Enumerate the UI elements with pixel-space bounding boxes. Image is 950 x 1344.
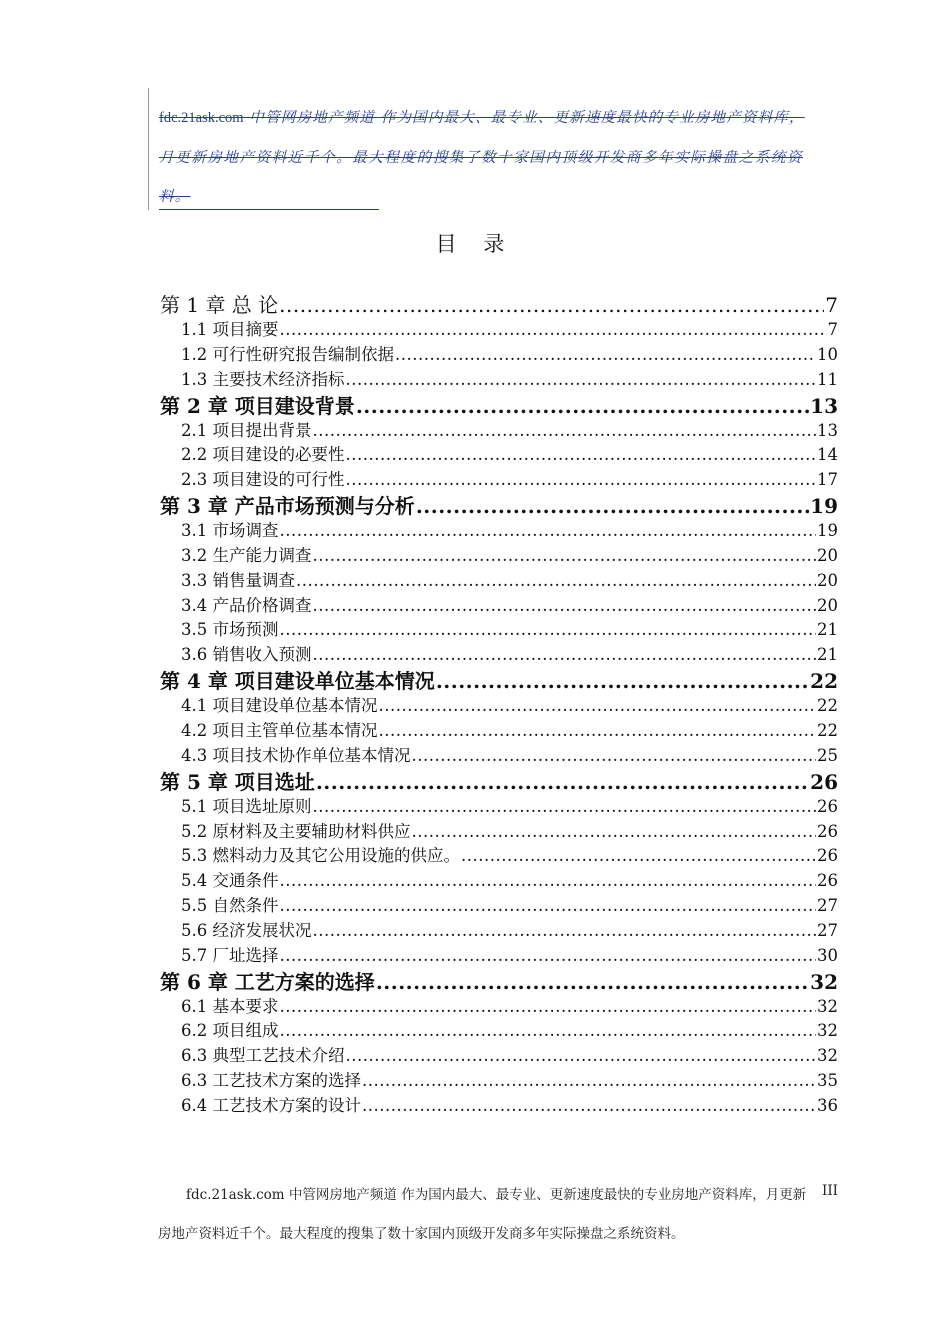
toc-section-label: 5.5 自然条件	[181, 896, 279, 916]
toc-dot-leader	[313, 419, 817, 444]
toc-section-label: 1.2 可行性研究报告编制依据	[181, 344, 394, 364]
toc-section-page: 11	[817, 369, 838, 389]
toc-dot-leader	[436, 668, 809, 694]
toc-chapter-label: 第 1 章 总 论	[160, 293, 279, 317]
toc-section-entry[interactable]	[160, 719, 838, 744]
toc-section-label: 5.3 燃料动力及其它公用设施的供应。	[181, 846, 460, 866]
toc-dot-leader	[379, 694, 817, 719]
toc-section-entry[interactable]	[160, 1044, 838, 1069]
toc-section-page: 30	[817, 945, 838, 965]
toc-section-entry[interactable]	[160, 419, 838, 444]
toc-dot-leader	[346, 443, 817, 468]
toc-section-label: 3.5 市场预测	[181, 620, 279, 640]
toc-chapter-entry[interactable]	[160, 969, 838, 995]
toc-dot-leader	[346, 368, 817, 393]
toc-dot-leader	[416, 493, 809, 519]
toc-section-entry[interactable]	[160, 694, 838, 719]
toc-chapter-page: 19	[810, 494, 838, 519]
toc-section-entry[interactable]	[160, 569, 838, 594]
footer-line-1-text: fdc.21ask.com 中管网房地产频道 作为国内最大、最专业、更新速度最快的专业房地产资料库，月更新	[186, 1187, 807, 1203]
toc-chapter-entry[interactable]	[160, 769, 838, 795]
toc-section-entry[interactable]	[160, 1069, 838, 1094]
toc-dot-leader	[362, 1094, 816, 1119]
toc-section-page: 7	[827, 320, 838, 339]
toc-section-page: 32	[817, 1046, 838, 1066]
toc-section-label: 2.3 项目建设的可行性	[181, 470, 345, 490]
toc-section-entry[interactable]	[160, 544, 838, 569]
toc-dot-leader	[280, 995, 817, 1020]
toc-section-page: 26	[817, 796, 838, 816]
toc-section-page: 32	[817, 996, 838, 1016]
toc-section-label: 2.1 项目提出背景	[181, 420, 312, 440]
toc-dot-leader	[461, 844, 816, 869]
toc-section-page: 35	[817, 1071, 838, 1091]
toc-section-page: 20	[817, 570, 838, 590]
toc-section-entry[interactable]	[160, 343, 838, 368]
toc-dot-leader	[356, 393, 809, 419]
toc-chapter-page: 26	[810, 769, 838, 794]
toc-section-entry[interactable]	[160, 894, 838, 919]
toc-section-page: 26	[817, 871, 838, 891]
footer-line-1	[186, 1183, 846, 1203]
header-line-3: 料。	[159, 187, 379, 210]
toc-title: 目 录	[435, 232, 515, 256]
toc-dot-leader	[280, 318, 827, 343]
toc-section-label: 6.2 项目组成	[181, 1021, 279, 1041]
toc-dot-leader	[279, 290, 824, 320]
toc-section-entry[interactable]	[160, 919, 838, 944]
toc-chapter-label: 第 6 章 工艺方案的选择	[160, 969, 375, 994]
toc-section-entry[interactable]	[160, 744, 838, 769]
toc-section-entry[interactable]	[160, 368, 838, 393]
toc-chapter-page: 22	[810, 669, 838, 694]
toc-section-page: 26	[817, 821, 838, 841]
toc-section-page: 19	[817, 521, 838, 541]
toc-section-page: 17	[817, 470, 838, 490]
toc-section-label: 4.3 项目技术协作单位基本情况	[181, 745, 411, 765]
toc-section-label: 3.2 生产能力调查	[181, 545, 312, 565]
toc-section-label: 3.3 销售量调查	[181, 570, 295, 590]
toc-dot-leader	[376, 969, 809, 995]
toc-dot-leader	[280, 1019, 817, 1044]
toc-dot-leader	[313, 795, 817, 820]
toc-section-label: 1.3 主要技术经济指标	[181, 369, 345, 389]
toc-dot-leader	[316, 769, 809, 795]
toc-chapter-entry[interactable]	[160, 290, 838, 320]
toc-dot-leader	[313, 919, 817, 944]
toc-section-entry[interactable]	[160, 594, 838, 619]
table-of-contents	[160, 290, 838, 1119]
toc-chapter-entry[interactable]	[160, 668, 838, 694]
toc-chapter-page: 7	[825, 293, 838, 317]
toc-section-entry[interactable]	[160, 318, 838, 343]
toc-section-page: 25	[817, 745, 838, 765]
toc-chapter-entry[interactable]	[160, 493, 838, 519]
toc-section-entry[interactable]	[160, 1094, 838, 1119]
toc-section-label: 6.3 工艺技术方案的选择	[181, 1071, 361, 1091]
toc-dot-leader	[412, 744, 817, 769]
toc-section-page: 14	[817, 445, 838, 465]
toc-section-entry[interactable]	[160, 820, 838, 845]
toc-dot-leader	[280, 944, 817, 969]
toc-section-page: 32	[817, 1021, 838, 1041]
toc-section-page: 21	[817, 645, 838, 665]
toc-chapter-page: 13	[810, 393, 838, 418]
toc-section-entry[interactable]	[160, 995, 838, 1020]
header-site-link[interactable]: fdc.21ask.com	[159, 110, 244, 126]
toc-section-label: 4.2 项目主管单位基本情况	[181, 720, 378, 740]
footer-line-2: 房地产资料近千个。最大程度的搜集了数十家国内顶级开发商多年实际操盘之系统资料。	[158, 1226, 685, 1242]
toc-section-page: 27	[817, 896, 838, 916]
toc-section-label: 6.3 典型工艺技术介绍	[181, 1046, 345, 1066]
toc-dot-leader	[313, 544, 817, 569]
toc-chapter-label: 第 5 章 项目选址	[160, 769, 315, 794]
toc-dot-leader	[379, 719, 817, 744]
toc-section-entry[interactable]	[160, 869, 838, 894]
toc-section-page: 22	[817, 720, 838, 740]
toc-section-label: 5.2 原材料及主要辅助材料供应	[181, 821, 411, 841]
toc-section-page: 10	[817, 344, 838, 364]
toc-dot-leader	[280, 618, 817, 643]
toc-section-label: 5.1 项目选址原则	[181, 796, 312, 816]
toc-section-entry[interactable]	[160, 443, 838, 468]
toc-section-page: 20	[817, 595, 838, 615]
toc-section-label: 5.7 厂址选择	[181, 945, 279, 965]
toc-section-page: 22	[817, 696, 838, 716]
toc-dot-leader	[362, 1069, 816, 1094]
toc-section-entry[interactable]	[160, 519, 838, 544]
toc-dot-leader	[395, 343, 816, 368]
toc-dot-leader	[296, 569, 816, 594]
toc-section-entry[interactable]	[160, 643, 838, 668]
toc-section-entry[interactable]	[160, 1019, 838, 1044]
toc-section-label: 2.2 项目建设的必要性	[181, 445, 345, 465]
toc-section-label: 3.1 市场调查	[181, 521, 279, 541]
toc-section-entry[interactable]	[160, 468, 838, 493]
toc-section-page: 13	[817, 420, 838, 440]
toc-section-page: 27	[817, 920, 838, 940]
toc-section-page: 36	[817, 1095, 838, 1115]
toc-section-page: 20	[817, 545, 838, 565]
toc-chapter-label: 第 2 章 项目建设背景	[160, 393, 355, 418]
toc-dot-leader	[280, 894, 817, 919]
toc-chapter-label: 第 3 章 产品市场预测与分析	[160, 494, 415, 519]
toc-section-entry[interactable]	[160, 795, 838, 820]
toc-chapter-label: 第 4 章 项目建设单位基本情况	[160, 669, 435, 694]
toc-dot-leader	[346, 1044, 817, 1069]
toc-chapter-entry[interactable]	[160, 393, 838, 419]
toc-section-label: 6.4 工艺技术方案的设计	[181, 1095, 361, 1115]
toc-section-label: 3.6 销售收入预测	[181, 645, 312, 665]
toc-section-label: 1.1 项目摘要	[181, 320, 279, 339]
toc-section-label: 4.1 项目建设单位基本情况	[181, 696, 378, 716]
toc-section-page: 26	[817, 846, 838, 866]
toc-chapter-page: 32	[810, 969, 838, 994]
page-header-notice	[148, 88, 839, 210]
toc-section-entry[interactable]	[160, 944, 838, 969]
header-line-1	[159, 108, 839, 128]
toc-section-entry[interactable]	[160, 844, 838, 869]
toc-section-label: 6.1 基本要求	[181, 996, 279, 1016]
page-number: III	[822, 1183, 838, 1199]
header-line-2: 月更新房地产资料近千个。最大程度的搜集了数十家国内顶级开发商多年实际操盘之系统资	[159, 150, 803, 166]
toc-dot-leader	[346, 468, 817, 493]
header-line-1-text: 中管网房地产频道 作为国内最大、最专业、更新速度最快的专业房地产资料库，	[243, 110, 805, 126]
toc-dot-leader	[412, 820, 817, 845]
toc-section-label: 5.4 交通条件	[181, 871, 279, 891]
toc-dot-leader	[280, 869, 817, 894]
toc-dot-leader	[280, 519, 817, 544]
toc-dot-leader	[313, 594, 817, 619]
toc-section-page: 21	[817, 620, 838, 640]
toc-section-entry[interactable]	[160, 618, 838, 643]
toc-section-label: 3.4 产品价格调查	[181, 595, 312, 615]
toc-dot-leader	[313, 643, 817, 668]
toc-section-label: 5.6 经济发展状况	[181, 920, 312, 940]
